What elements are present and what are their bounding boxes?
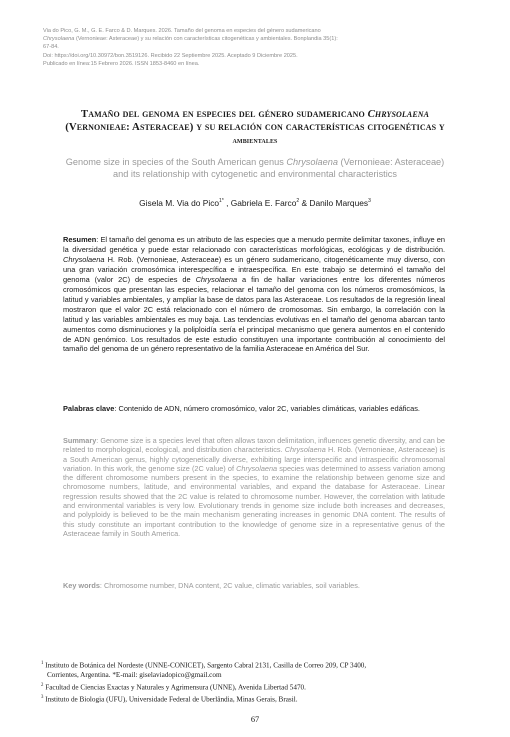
genus-name: Chrysolaena bbox=[367, 108, 430, 120]
affiliation-item: $^3$ Instituto de Biologia (UFU), Universidade Federal de Uberlândia, Minas Gerais, Brasil. bbox=[41, 694, 298, 703]
author-name: & Danilo Marques bbox=[301, 198, 369, 208]
summary-label: Summary bbox=[63, 436, 97, 445]
page-number: 67 bbox=[250, 715, 260, 724]
abstract-english: Summary: Genome size is a species level that often allows taxon delimitation, influences genetic diversity, and can be related to morphological, ecological, and distribution characteristics. Chrysolaena H. Rob. (Vernonieae, Asteraceae) is a South American genus, highly cytogenetically diverse, exhibiting large interspecific and intraspecific chromosomal variation. In this work, the genome size (2C value) of Chrysolaena species was determined to assess variation among the different chromosome numbers present in the species, to examine the relationship between genome size and chromosome numbers, latitude, and environmental variables, and expand the database for Asteraceae. Linear regression results showed that the 2C value is related to chromosome number. However, the correlation with latitude and environmental variables is very low. Evolutionary trends in genome size include both increases and decreases, and polyploidy is believed to be the main mechanism generating increases in genomic DNA content. The results of this study constitute an important contribution to the knowledge of genome size in a representative genus of the Asteraceae family in South America. bbox=[63, 436, 445, 538]
author-name: , Gabriela E. Farco bbox=[226, 198, 297, 208]
genus-name: Chrysolaena bbox=[286, 157, 338, 167]
citation-line: 67-84. bbox=[43, 44, 59, 51]
english-title: Genome size in species of the South American genus Chrysolaena (Vernonieae: Asteraceae) and its relationship with cytogenetic and environmental characteristics bbox=[65, 157, 445, 179]
doi-line: Doi: https://doi.org/10.30972/bon.3519126. Recibido 22 Septiembre 2025. Aceptado 9 Diciembre 2025. bbox=[43, 52, 298, 59]
author-name: Gisela M. Via do Pico bbox=[139, 198, 220, 208]
article-title: Tamaño del genoma en especies del género sudamericano Chrysolaena (Vernonieae: Asteraceae) y su relación con características citogenéticas y ambientales bbox=[65, 108, 445, 145]
citation-header bbox=[43, 27, 373, 68]
abstract-spanish: Resumen: El tamaño del genoma es un atributo de las especies que a menudo permite delimitar taxones, influye en la diversidad genética y puede estar relacionado con características morfológicas, ecológicas y de distribución. Chrysolaena H. Rob. (Vernonieae, Asteraceae) es un género sudamericano, citogenéticamente muy diverso, con una gran variación cromosómica interespecífica e intraespecífica. En este trabajo se determinó el tamaño del genoma (valor 2C) de especies de Chrysolaena a fin de hallar variaciones entre los diferentes números cromosómicos que presentan las especies, relacionar el tamaño del genoma con los números cromosómicos, la latitud y variables ambientales, y ampliar la base de datos para las Asteraceae. Los resultados de la regresión lineal mostraron que el valor 2C está relacionado con el número de cromosomas. Sin embargo, la correlación con la latitud y las variables ambientales es muy baja. Las tendencias evolutivas en el tamaño del genoma abarcan tanto aumentos como disminuciones y la poliploidía sería el principal mecanismo que genera aumentos en el contenido de ADN genómico. Los resultados de este estudio constituyen una importante contribución al conocimiento del tamaño del genoma de un género representativo de la familia Asteraceae en América del Sur. bbox=[63, 235, 445, 354]
affiliation-item: Corrientes, Argentina. *E-mail: giselaviadopico@gmail.com bbox=[47, 670, 222, 679]
citation-line: Chrysolaena (Vernonieae: Asteraceae) y su relación con características citogenéticas y ambientales. Bonplandia 35(1): bbox=[43, 36, 338, 43]
abstract-label: Resumen bbox=[63, 235, 97, 244]
keywords-label: Palabras clave bbox=[63, 404, 115, 413]
affiliation-item: $^1$ Instituto de Botánica del Nordeste (UNNE-CONICET), Sargento Cabral 2131, Casilla de Correo 209, CP 3400, bbox=[41, 661, 367, 670]
keywords-en-label: Key words bbox=[63, 581, 100, 590]
citation-line: Via do Pico, G. M., G. E. Farco & D. Marques. 2026. Tamaño del genoma en especies del género sudamericano bbox=[43, 28, 321, 34]
keywords-spanish: Palabras clave: Contenido de ADN, número cromosómico, valor 2C, variables climáticas, variables edáficas. bbox=[63, 404, 420, 413]
affiliations bbox=[41, 659, 481, 705]
keywords-english: Key words: Chromosome number, DNA content, 2C value, climatic variables, soil variables. bbox=[63, 581, 360, 590]
publication-line: Publicado en línea:15 Febrero 2026. ISSN 1853-8460 en línea. bbox=[43, 60, 200, 67]
affiliation-item: $^2$ Facultad de Ciencias Exactas y Naturales y Agrimensura (UNNE), Avenida Libertad 5470. bbox=[41, 682, 306, 691]
genus-name: Chrysolaena bbox=[43, 36, 75, 43]
author-list: Gisela M. Via do Pico$^{1*}$ , Gabriela E. Farco$^2$ & Danilo Marques$^3$ bbox=[139, 198, 371, 208]
